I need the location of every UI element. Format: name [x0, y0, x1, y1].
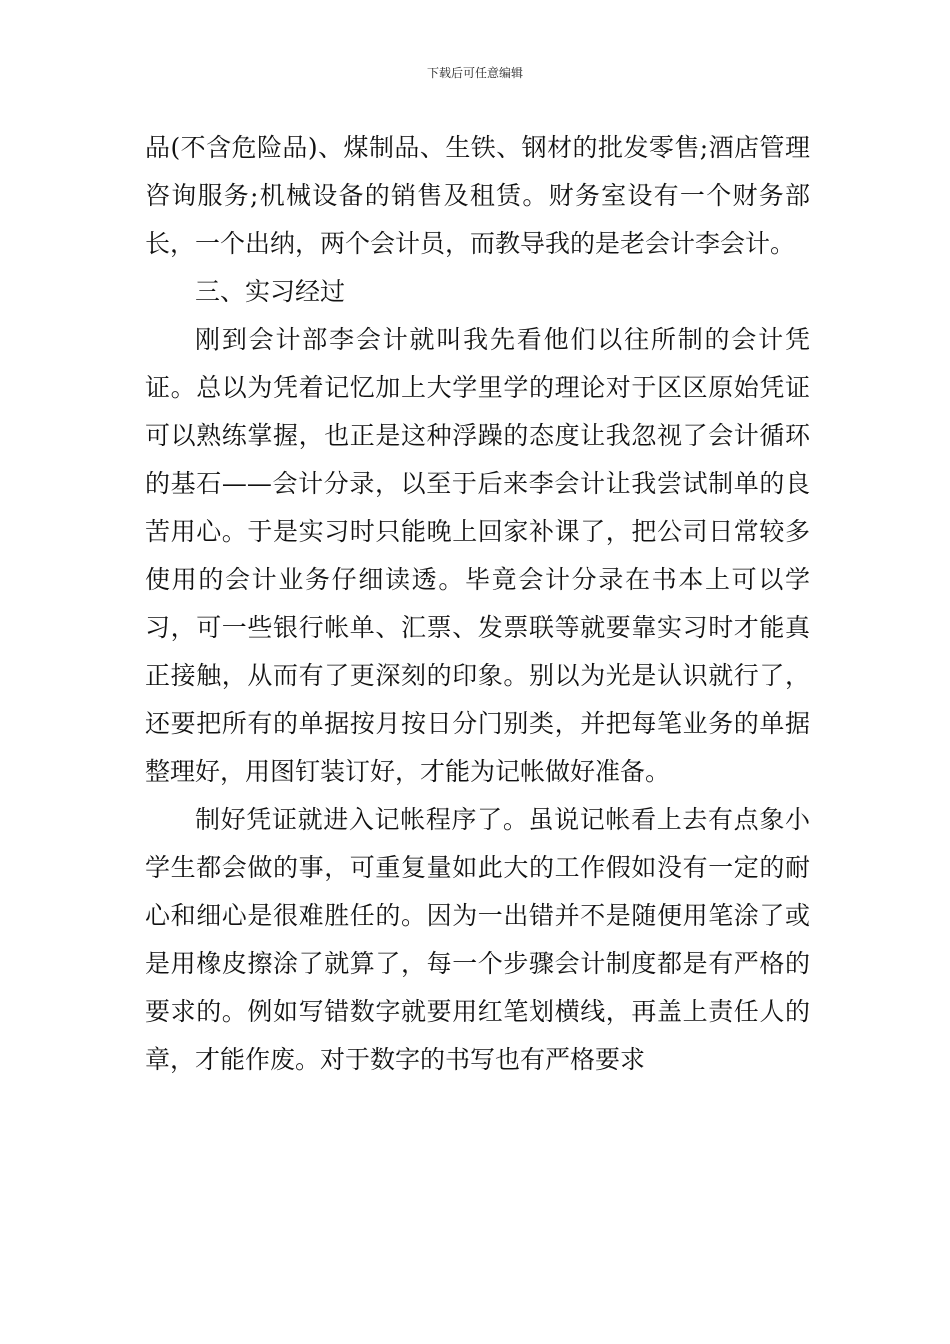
- paragraph-bookkeeping: 制好凭证就进入记帐程序了。虽说记帐看上去有点象小学生都会做的事，可重复量如此大的工作假如没有一定的耐心和细心是很难胜任的。因为一出错并不是随便用笔涂了或是用橡皮擦涂了就算了，每一个步骤会计制度都是有严格的要求的。例如写错数字就要用红笔划横线，再盖上责任人的章，才能作废。对于数字的书写也有严格要求: [145, 805, 810, 1074]
- paragraph-internship-process: 刚到会计部李会计就叫我先看他们以往所制的会计凭证。总以为凭着记忆加上大学里学的理论对于区区原始凭证可以熟练掌握，也正是这种浮躁的态度让我忽视了会计循环的基石——会计分录，以至于后来李会计让我尝试制单的良苦用心。于是实习时只能晚上回家补课了，把公司日常较多使用的会计业务仔细读透。毕竟会计分录在书本上可以学习，可一些银行帐单、汇票、发票联等就要靠实习时才能真正接触，从而有了更深刻的印象。别以为光是认识就行了，还要把所有的单据按月按日分门别类，并把每笔业务的单据整理好，用图钉装订好，才能为记帐做好准备。: [145, 325, 810, 786]
- page-header: 下载后可任意编辑: [426, 66, 523, 80]
- document-body: [145, 124, 810, 1084]
- paragraph-company-scope: 品(不含危险品)、煤制品、生铁、钢材的批发零售;酒店管理咨询服务;机械设备的销售及租赁。财务室设有一个财务部长，一个出纳，两个会计员，而教导我的是老会计李会计。: [145, 133, 810, 258]
- section-heading: 三、实习经过: [195, 277, 346, 306]
